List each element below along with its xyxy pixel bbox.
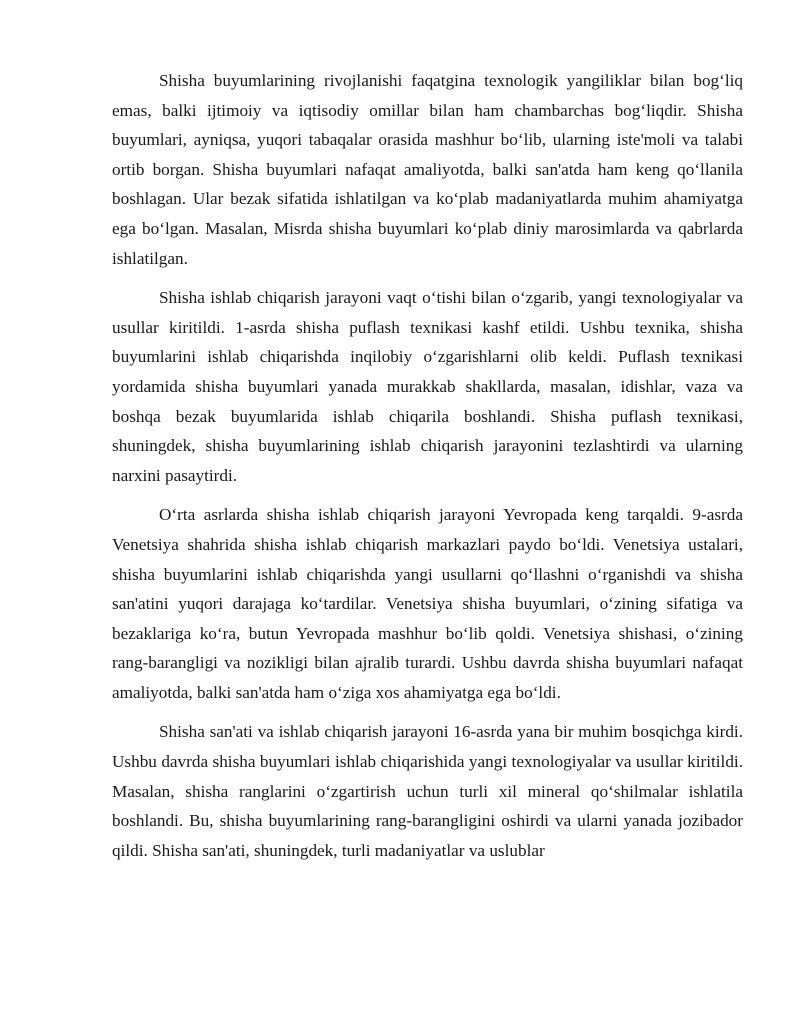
document-page xyxy=(112,66,743,875)
paragraph-2: Shisha ishlab chiqarish jarayoni vaqt o‘tishi bilan o‘zgarib, yangi texnologiyalar va usullar kiritildi. 1-asrda shisha puflash texnikasi kashf etildi. Ushbu texnika, shisha buyumlarini ishlab chiqarishda inqilobiy o‘zgarishlarni olib keldi. Puflash texnikasi yordamida shisha buyumlari yanada murakkab shakllarda, masalan, idishlar, vaza va boshqa bezak buyumlarida ishlab chiqarila boshlandi. Shisha puflash texnikasi, shuningdek, shisha buyumlarining ishlab chiqarish jarayonini tezlashtirdi va ularning narxini pasaytirdi. xyxy=(112,288,743,485)
paragraph-1: Shisha buyumlarining rivojlanishi faqatgina texnologik yangiliklar bilan bog‘liq emas, balki ijtimoiy va iqtisodiy omillar bilan ham chambarchas bog‘liqdir. Shisha buyumlari, ayniqsa, yuqori tabaqalar orasida mashhur bo‘lib, ularning iste'moli va talabi ortib borgan. Shisha buyumlari nafaqat amaliyotda, balki san'atda ham keng qo‘llanila boshlagan. Ular bezak sifatida ishlatilgan va ko‘plab madaniyatlarda muhim ahamiyatga ega bo‘lgan. Masalan, Misrda shisha buyumlari ko‘plab diniy marosimlarda va qabrlarda ishlatilgan. xyxy=(112,71,743,268)
paragraph-4: Shisha san'ati va ishlab chiqarish jarayoni 16-asrda yana bir muhim bosqichga kirdi. Ushbu davrda shisha buyumlari ishlab chiqarishida yangi texnologiyalar va usullar kiritildi. Masalan, shisha ranglarini o‘zgartirish uchun turli xil mineral qo‘shilmalar ishlatila boshlandi. Bu, shisha buyumlarining rang-barangligini oshirdi va ularni yanada jozibador qildi. Shisha san'ati, shuningdek, turli madaniyatlar va uslublar xyxy=(112,722,743,860)
paragraph-3: O‘rta asrlarda shisha ishlab chiqarish jarayoni Yevropada keng tarqaldi. 9-asrda Venetsiya shahrida shisha ishlab chiqarish markazlari paydo bo‘ldi. Venetsiya ustalari, shisha buyumlarini ishlab chiqarishda yangi usullarni qo‘llashni o‘rganishdi va shisha san'atini yuqori darajaga ko‘tardilar. Venetsiya shisha buyumlari, o‘zining sifatiga va bezaklariga ko‘ra, butun Yevropada mashhur bo‘lib qoldi. Venetsiya shishasi, o‘zining rang-barangligi va nozikligi bilan ajralib turardi. Ushbu davrda shisha buyumlari nafaqat amaliyotda, balki san'atda ham o‘ziga xos ahamiyatga ega bo‘ldi. xyxy=(112,505,743,702)
